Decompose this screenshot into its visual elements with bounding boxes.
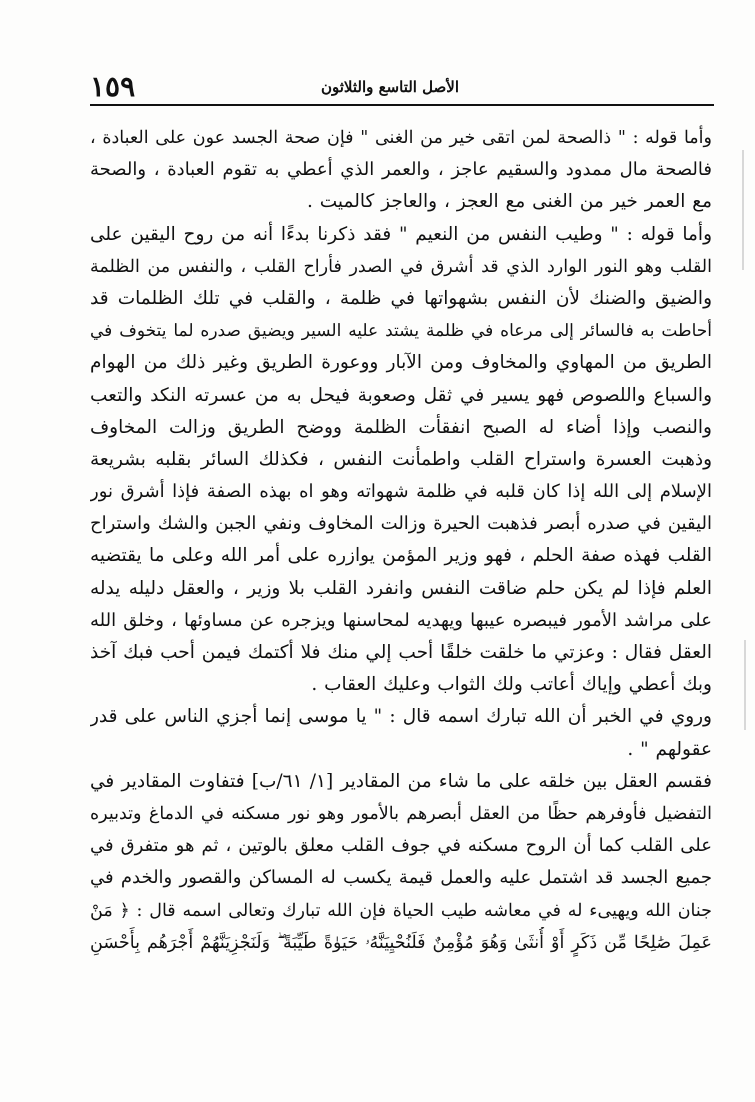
text-line: القلب فهذه صفة الحلم ، فهو وزير المؤمن يوازره على أمر الله وعلى ما يقتضيه [90,545,712,567]
quran-verse-line: عَمِلَ صَٰلِحًا مِّن ذَكَرٍ أَوْ أُنثَىٰ وَهُوَ مُؤْمِنٌ فَلَنُحْيِيَنَّهُۥ حَيَوٰةً طَيِّبَةً ۖ وَلَنَجْزِيَنَّهُمْ أَجْرَهُم بِأَحْسَنِ [90,932,712,953]
text-line: وأما قوله : " وطيب النفس من النعيم " فقد ذكرنا بدءًا أنه من روح اليقين على [90,223,712,245]
page-header [90,70,714,104]
text-line: على مراشد الأمور فيبصره عيبها ويهديه لمحاسنها ويزجره عن مساوئها ، وخلق الله [90,609,712,631]
text-line: وروي في الخبر أن الله تبارك اسمه قال : " يا موسى إنما أجزي الناس على قدر [90,706,712,728]
text-line: القلب وهو النور الوارد الذي قد أشرق في الصدر فأراح القلب ، والنفس من الظلمة [90,256,712,277]
text-line: جنان الله ويهيىء له في معاشه طيب الحياة فإن الله تبارك وتعالى اسمه قال : ﴿ مَنْ [90,900,712,921]
header-rule [90,104,714,106]
text-line: أحاطت به فالسائر إلى مرعاه في ظلمة يشتد عليه السير ويضيق صدره لما يتخوف في [90,321,712,342]
page-number: ١٥٩ [90,70,136,103]
text-line: والضيق والضنك لأن النفس بشهواتها في ظلمة ، والقلب في تلك الظلمات قد [90,287,712,309]
text-line: والسباع واللصوص فهو يسير في ثقل وصعوبة فيحل به من عسرته النكد والتعب [90,384,712,406]
text-line: فالصحة مال ممدود والسقيم عاجز ، والعمر الذي أعطي به تقوم العبادة ، والصحة [90,159,712,181]
text-line: الإسلام إلى الله إذا كان قلبه في ظلمة شهواته وهو اه بهذه الصفة فإذا أشرق نور [90,481,712,503]
scan-edge-mark [744,640,746,730]
text-line: عقولهم " . [627,738,712,760]
body-text [90,122,712,959]
text-line: على القلب كما أن الروح مسكنه في جوف القلب معلق بالوتين ، ثم هو متفرق في [90,835,712,857]
text-line: جميع الجسد قد اشتمل عليه والعمل قيمة يكسب له المساكن والقصور والخدم في [90,867,712,889]
text-line: التفضيل فأوفرهم حظًا من العقل أبصرهم بالأمور وهو نور مسكنه في الدماغ وتدبيره [90,803,712,824]
text-line: اليقين في صدره أبصر فذهبت الحيرة وزالت المخاوف ونفي الجبن والشك واستراح [90,513,712,535]
text-line: فقسم العقل بين خلقه على ما شاء من المقادير [١/ ٦١/ب] فتفاوت المقادير في [90,770,712,792]
text-line: وذهبت العسرة واستراح القلب واطمأنت النفس ، فكذلك السائر بقلبه بشريعة [90,448,712,470]
text-line: مع العمر خير من الغنى مع العجز ، والعاجز كالميت . [307,191,712,213]
text-line: والنصب وإذا أضاء له الصبح انفقأت الظلمة ووضح الطريق وزالت المخاوف [90,416,712,438]
text-line: وأما قوله : " ذالصحة لمن اتقى خير من الغنى " فإن صحة الجسد عون على العبادة ، [90,128,712,148]
text-line: العلم فإذا لم يكن حلم ضاقت النفس وانفرد القلب بلا وزير ، والعقل دليله يدله [90,577,712,599]
text-line: الطريق من المهاوي والمخاوف ومن الآبار ووعورة الطريق وغير ذلك من الهوام [90,352,712,374]
text-line: العقل فقال : وعزتي ما خلقت خلقًا أحب إلي منك فلا أكتمك فيمن أحب فبك آخذ [90,642,712,663]
text-line: وبك أعطي وإياك أعاتب ولك الثواب وعليك العقاب . [311,674,712,696]
scan-edge-mark [742,150,744,270]
running-title: الأصل التاسع والثلاثون [320,78,459,96]
